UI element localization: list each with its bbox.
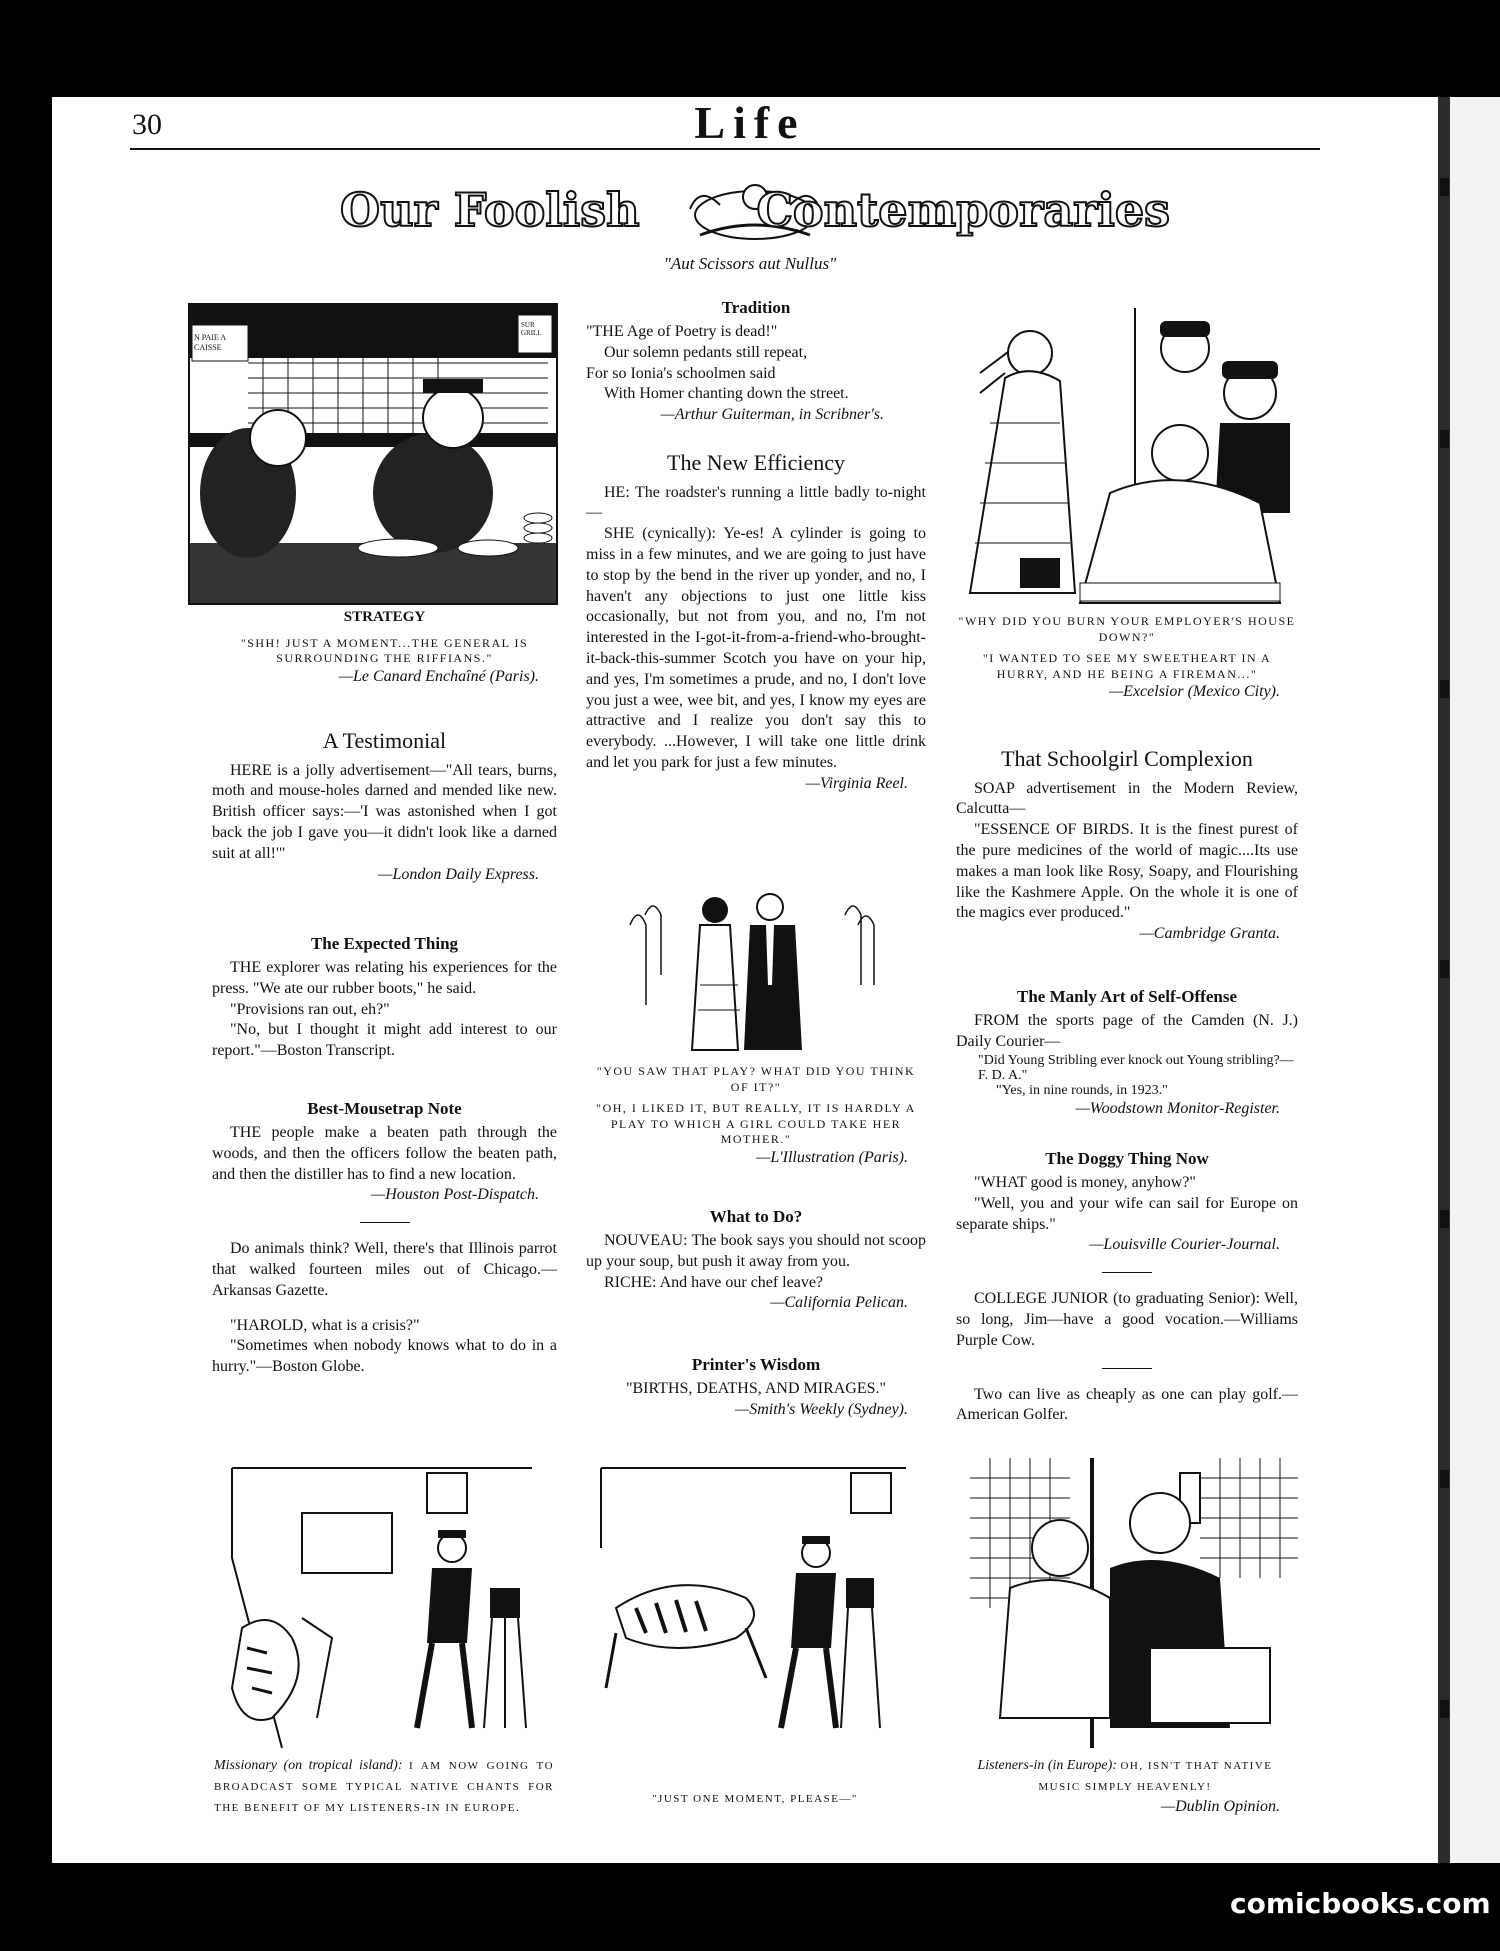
expected-p1: THE explorer was relating his experiences for the press. "We ate our rubber boots," he said. xyxy=(212,959,557,997)
mousetrap-title: Best-Mousetrap Note xyxy=(307,1099,462,1118)
fireman-source: —Excelsior (Mexico City). xyxy=(1108,683,1280,701)
page-number: 30 xyxy=(132,108,162,141)
crisis-p1: "HAROLD, what is a crisis?" xyxy=(230,1316,420,1334)
binding-clip xyxy=(1440,1700,1449,1718)
site-watermark: comicbooks.com xyxy=(1230,1887,1491,1920)
manly-p1: FROM the sports page of the Camden (N. J.) Daily Courier— xyxy=(956,1012,1298,1050)
expected-title: The Expected Thing xyxy=(310,934,459,953)
missionary-cartoon xyxy=(222,1458,540,1748)
tradition-source: —Arthur Guiterman, in Scribner's. xyxy=(660,406,884,424)
fireman-illustration xyxy=(960,303,1300,613)
binding-clip xyxy=(1440,960,1449,978)
manly-q2: "Yes, in nine rounds, in 1923." xyxy=(996,1083,1168,1099)
tradition-poem xyxy=(586,322,926,405)
binding-clip xyxy=(1440,1470,1449,1488)
tiger-caption: "JUST ONE MOMENT, PLEASE—" xyxy=(652,1793,858,1805)
testimonial-title: A Testimonial xyxy=(322,728,447,753)
poem-line: With Homer chanting down the street. xyxy=(604,385,849,403)
listeners-caption xyxy=(960,1755,1290,1797)
manly-title: The Manly Art of Self-Offense xyxy=(1016,987,1238,1006)
efficiency-title: The New Efficiency xyxy=(667,450,845,475)
poem-line: "THE Age of Poetry is dead!" xyxy=(586,323,778,341)
strategy-caption: "SHH! JUST A MOMENT...THE GENERAL IS SURROUNDING THE RIFFIANS." xyxy=(240,635,529,666)
strategy-cartoon xyxy=(188,303,558,605)
listeners-illustration xyxy=(970,1458,1298,1748)
mousetrap-source: —Houston Post-Dispatch. xyxy=(371,1186,539,1204)
header-rule xyxy=(130,148,1320,150)
fireman-question: "WHY DID YOU BURN YOUR EMPLOYER'S HOUSE DOWN?" xyxy=(958,614,1296,644)
expected-p2: "Provisions ran out, eh?" xyxy=(230,1000,390,1018)
next-page-edge xyxy=(1450,97,1500,1863)
mousetrap-body: THE people make a beaten path through the woods, and then the officers follow the beaten path, and then the distiller has to find a new location. xyxy=(212,1124,557,1183)
strategy-source: —Le Canard Enchaîné (Paris). xyxy=(338,667,539,685)
whattodo-source: —California Pelican. xyxy=(770,1294,908,1312)
efficiency-source: —Virginia Reel. xyxy=(805,774,908,792)
printer-body: "BIRTHS, DEATHS, AND MIRAGES." xyxy=(625,1380,887,1398)
testimonial-body: HERE is a jolly advertisement—"All tears, burns, moth and mouse-holes darned and mended like new. British officer says:—'I was astonished when I got back the job I gave you—it didn't look like a darned suit at all!'" xyxy=(212,761,557,862)
doggy-p2: "Well, you and your wife can sail for Europe on separate ships." xyxy=(956,1194,1298,1233)
complexion-source: —Cambridge Granta. xyxy=(1139,925,1280,943)
animals-item: Do animals think? Well, there's that Illinois parrot that walked fourteen miles out of Chicago.—Arkansas Gazette. xyxy=(212,1240,557,1299)
tradition-title: Tradition xyxy=(721,298,791,317)
testimonial-source: —London Daily Express. xyxy=(378,865,539,883)
evening-dress-illustration xyxy=(620,885,880,1055)
tiger-cartoon xyxy=(596,1458,911,1748)
play-answer: "OH, I LIKED IT, BUT REALLY, IT IS HARDLY A PLAY TO WHICH A GIRL COULD TAKE HER MOTHER." xyxy=(596,1101,916,1147)
section-motto: "Aut Scissors aut Nullus" xyxy=(663,254,837,273)
masthead: Life xyxy=(694,97,806,148)
poem-line: Our solemn pedants still repeat, xyxy=(604,343,808,361)
crisis-p2: "Sometimes when nobody knows what to do in a hurry."—Boston Globe. xyxy=(212,1337,557,1376)
strategy-sign-2: SUR GRILL xyxy=(521,321,542,338)
listeners-line: OH, ISN'T THAT NATIVE MUSIC SIMPLY HEAVENLY! xyxy=(1038,1760,1273,1793)
doggy-title: The Doggy Thing Now xyxy=(1045,1149,1209,1168)
whattodo-p2: RICHE: And have our chef leave? xyxy=(604,1273,824,1291)
play-source: —L'Illustration (Paris). xyxy=(756,1148,908,1166)
whattodo-title: What to Do? xyxy=(709,1207,803,1226)
missionary-illustration xyxy=(222,1458,540,1748)
section-title-banner xyxy=(340,175,1170,245)
listeners-source: —Dublin Opinion. xyxy=(1160,1798,1280,1815)
binding-clip xyxy=(1440,178,1449,196)
listeners-cartoon xyxy=(970,1458,1298,1748)
efficiency-p2: SHE (cynically): Ye-es! A cylinder is going to miss in a few minutes, and we are going to just have to stop by the bend in the river up yonder, and no, I haven't any objections to just one little kiss occasionally, but not from you, and no, I'm not interested in the I-got-it-from-a-friend-who-brought-it-back-this-summer Scotch you have on your hip, and yes, I'm sometimes a prude, and no, I don't love you just a wee, wee bit, and yes, I know my eyes are attractive and I realize you don't say this to everybody. ...However, I will take one little drink and let you park for just a few minutes. xyxy=(586,525,926,771)
missionary-line: I AM NOW GOING TO BROADCAST SOME TYPICAL NATIVE CHANTS FOR THE BENEFIT OF MY LISTENERS-IN IN EUROPE. xyxy=(214,1760,555,1814)
listeners-speaker: Listeners-in (in Europe): xyxy=(977,1758,1117,1773)
separator xyxy=(1102,1272,1152,1273)
golf-item: Two can live as cheaply as one can play golf.—American Golfer. xyxy=(956,1385,1298,1424)
tiger-illustration xyxy=(596,1458,911,1748)
manly-source: —Woodstown Monitor-Register. xyxy=(1075,1099,1280,1117)
efficiency-p1: HE: The roadster's running a little badly to-night— xyxy=(586,483,926,522)
binding-clip xyxy=(1440,430,1449,448)
section-title-right: Contemporaries xyxy=(756,183,1170,237)
section-title-left: Our Foolish xyxy=(340,183,640,237)
doggy-p1: "WHAT good is money, anyhow?" xyxy=(974,1174,1196,1192)
complexion-p1: SOAP advertisement in the Modern Review, Calcutta— xyxy=(956,779,1298,818)
strategy-sign-1: N PAIE A CAISSE xyxy=(194,333,226,352)
separator xyxy=(360,1222,410,1223)
poem-line: For so Ionia's schoolmen said xyxy=(586,364,776,382)
play-cartoon xyxy=(620,885,880,1055)
strategy-title: STRATEGY xyxy=(343,609,426,625)
missionary-caption xyxy=(214,1755,554,1818)
printer-source: —Smith's Weekly (Sydney). xyxy=(735,1400,908,1418)
doggy-source: —Louisville Courier-Journal. xyxy=(1089,1236,1280,1254)
manly-q1: "Did Young Stribling ever knock out Young stribling?—F. D. A." xyxy=(978,1052,1294,1084)
play-question: "YOU SAW THAT PLAY? WHAT DID YOU THINK OF IT?" xyxy=(596,1064,916,1094)
missionary-speaker: Missionary (on tropical island): xyxy=(214,1758,403,1773)
page-gutter xyxy=(1438,97,1450,1863)
separator xyxy=(1102,1368,1152,1369)
complexion-p2: "ESSENCE OF BIRDS. It is the finest purest of the pure medicines of the world of magic....Its use makes a man look like Rosy, Soapy, and Flourishing like the Kashmere Apple. On the whole it is one of the magics ever produced." xyxy=(956,821,1298,922)
complexion-title: That Schoolgirl Complexion xyxy=(1001,746,1253,771)
fireman-answer: "I WANTED TO SEE MY SWEETHEART IN A HURRY, AND HE BEING A FIREMAN..." xyxy=(982,651,1272,681)
binding-clip xyxy=(1440,680,1449,698)
manly-quote xyxy=(956,1053,1298,1099)
whattodo-p1: NOUVEAU: The book says you should not scoop up your soup, but push it away from you. xyxy=(586,1232,926,1270)
college-item: COLLEGE JUNIOR (to graduating Senior): Well, so long, Jim—have a good vocation.—Williams Purple Cow. xyxy=(956,1290,1298,1349)
fireman-cartoon xyxy=(960,303,1300,613)
expected-p3: "No, but I thought it might add interest to our report."—Boston Transcript. xyxy=(212,1021,557,1060)
binding-clip xyxy=(1440,1210,1449,1228)
printer-title: Printer's Wisdom xyxy=(691,1355,821,1374)
